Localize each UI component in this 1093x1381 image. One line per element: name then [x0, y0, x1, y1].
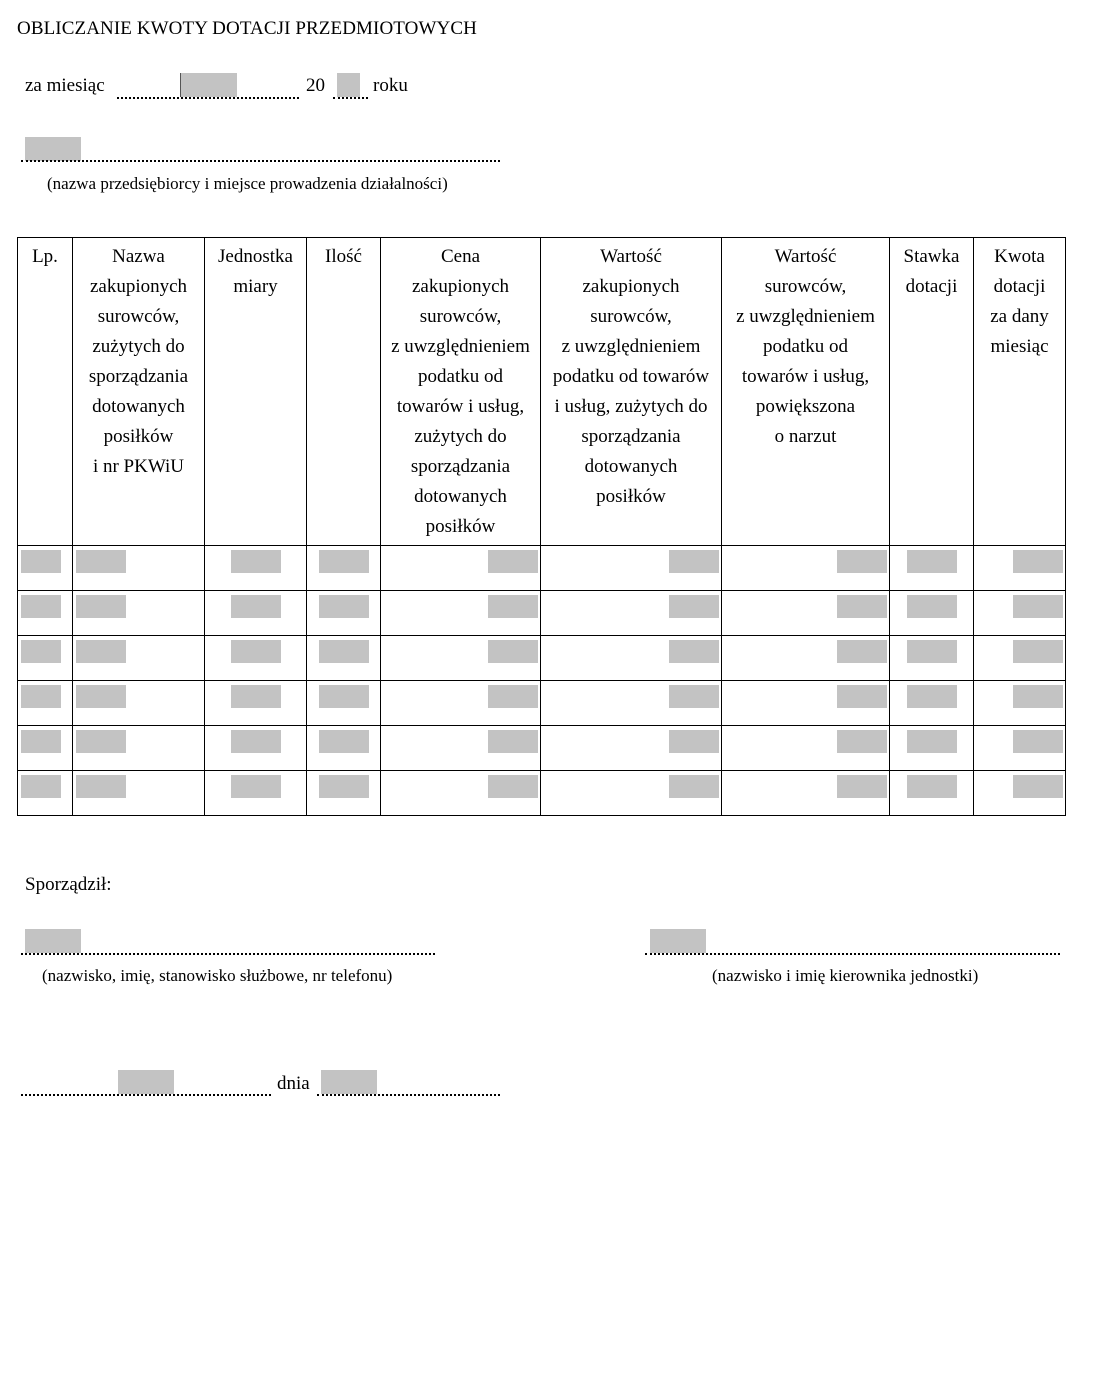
cell-wartosc-zakupionych: [541, 726, 722, 771]
header-line: sporządzania: [410, 456, 511, 477]
input-kwota[interactable]: [1013, 550, 1063, 573]
input-nazwa[interactable]: [76, 730, 126, 753]
input-jednostka[interactable]: [231, 730, 281, 753]
cell-lp: [18, 681, 73, 726]
input-cena[interactable]: [488, 550, 538, 573]
cell-lp: [18, 591, 73, 636]
header-cena: [381, 238, 541, 546]
cell-jednostka: [205, 771, 307, 816]
header-line: towarów i usług,: [396, 396, 525, 417]
input-wartosc-z-narzutem[interactable]: [837, 640, 887, 663]
cell-jednostka: [205, 636, 307, 681]
header-line: sporządzania: [88, 366, 189, 387]
cell-stawka: [890, 726, 974, 771]
month-dotted-line: [117, 97, 299, 99]
header-line: dotacji: [905, 276, 958, 297]
input-lp[interactable]: [21, 775, 61, 798]
input-wartosc-z-narzutem[interactable]: [837, 730, 887, 753]
header-line: Wartość: [774, 246, 837, 267]
header-lp: [18, 238, 73, 546]
header-line: dotacji: [993, 276, 1046, 297]
cell-kwota: [974, 591, 1066, 636]
header-kwota: [974, 238, 1066, 546]
cell-ilosc: [307, 681, 381, 726]
header-line: Nazwa: [112, 246, 165, 267]
input-wartosc-zakupionych[interactable]: [669, 550, 719, 573]
cell-jednostka: [205, 726, 307, 771]
header-line: dotowanych: [92, 396, 185, 417]
cell-stawka: [890, 771, 974, 816]
header-line: sporządzania: [581, 426, 681, 447]
preparer-dotted-line: [21, 953, 435, 955]
table-row: [18, 591, 1066, 636]
cell-nazwa: [73, 591, 205, 636]
cell-ilosc: [307, 636, 381, 681]
table-row: [18, 771, 1066, 816]
input-ilosc[interactable]: [319, 775, 369, 798]
cell-wartosc-z-narzutem: [722, 726, 890, 771]
input-jednostka[interactable]: [231, 595, 281, 618]
table-row: [18, 726, 1066, 771]
header-line: Lp.: [32, 246, 58, 267]
company-dotted-line: [21, 160, 500, 162]
input-nazwa[interactable]: [76, 595, 126, 618]
input-wartosc-z-narzutem[interactable]: [837, 775, 887, 798]
input-ilosc[interactable]: [319, 640, 369, 663]
company-field[interactable]: [25, 137, 81, 161]
cell-stawka: [890, 681, 974, 726]
header-line: zużytych do: [414, 426, 507, 447]
cell-cena: [381, 546, 541, 591]
cell-wartosc-z-narzutem: [722, 591, 890, 636]
header-jednostka: [205, 238, 307, 546]
header-line: Stawka: [903, 246, 960, 267]
input-wartosc-zakupionych[interactable]: [669, 595, 719, 618]
input-ilosc[interactable]: [319, 550, 369, 573]
input-kwota[interactable]: [1013, 730, 1063, 753]
input-lp[interactable]: [21, 685, 61, 708]
day-label: dnia: [277, 1073, 310, 1094]
header-line: zakupionych: [411, 276, 510, 297]
header-stawka: [890, 238, 974, 546]
input-stawka[interactable]: [907, 685, 957, 708]
cell-cena: [381, 636, 541, 681]
input-ilosc[interactable]: [319, 595, 369, 618]
manager-dotted-line: [645, 953, 1060, 955]
header-line: i nr PKWiU: [92, 456, 185, 477]
input-stawka[interactable]: [907, 730, 957, 753]
cell-kwota: [974, 636, 1066, 681]
place-field[interactable]: [118, 1070, 174, 1094]
place-dotted-line: [21, 1094, 271, 1096]
cell-wartosc-zakupionych: [541, 636, 722, 681]
cell-stawka: [890, 546, 974, 591]
cell-kwota: [974, 771, 1066, 816]
header-line: posiłków: [103, 426, 174, 447]
input-nazwa[interactable]: [76, 550, 126, 573]
period-prefix: za miesiąc: [25, 75, 105, 96]
input-wartosc-zakupionych[interactable]: [669, 685, 719, 708]
month-field[interactable]: [180, 73, 237, 97]
input-nazwa[interactable]: [76, 685, 126, 708]
cell-jednostka: [205, 546, 307, 591]
table-row: [18, 681, 1066, 726]
cell-cena: [381, 681, 541, 726]
header-ilosc: [307, 238, 381, 546]
cell-lp: [18, 546, 73, 591]
header-line: miary: [233, 276, 278, 297]
header-nazwa: [73, 238, 205, 546]
input-wartosc-zakupionych[interactable]: [669, 640, 719, 663]
cell-kwota: [974, 546, 1066, 591]
header-line: surowców,: [590, 306, 672, 327]
date-field[interactable]: [321, 1070, 377, 1094]
input-ilosc[interactable]: [319, 730, 369, 753]
header-wartosc-zakupionych: [541, 238, 722, 546]
header-wartosc-z-narzutem: [722, 238, 890, 546]
header-line: Cena: [440, 246, 481, 267]
cell-nazwa: [73, 771, 205, 816]
date-dotted-line: [317, 1094, 500, 1096]
header-line: posiłków: [596, 486, 666, 507]
input-cena[interactable]: [488, 730, 538, 753]
cell-stawka: [890, 591, 974, 636]
input-ilosc[interactable]: [319, 685, 369, 708]
preparer-field[interactable]: [25, 929, 81, 953]
header-line: zakupionych: [89, 276, 188, 297]
cell-wartosc-zakupionych: [541, 591, 722, 636]
cell-jednostka: [205, 681, 307, 726]
input-lp[interactable]: [21, 595, 61, 618]
input-wartosc-z-narzutem[interactable]: [837, 550, 887, 573]
input-cena[interactable]: [488, 775, 538, 798]
cell-cena: [381, 591, 541, 636]
document-title: OBLICZANIE KWOTY DOTACJI PRZEDMIOTOWYCH: [17, 18, 477, 39]
input-stawka[interactable]: [907, 550, 957, 573]
cell-lp: [18, 771, 73, 816]
header-line: towarów i usług,: [741, 366, 870, 387]
table-row: [18, 546, 1066, 591]
input-jednostka[interactable]: [231, 550, 281, 573]
header-line: surowców,: [97, 306, 180, 327]
header-line: o narzut: [774, 426, 837, 447]
input-cena[interactable]: [488, 640, 538, 663]
header-line: z uwzględnieniem: [736, 306, 875, 327]
header-line: miesiąc: [990, 336, 1049, 357]
header-line: dotowanych: [414, 486, 507, 507]
header-line: i usług, zużytych do: [554, 396, 708, 417]
preparer-caption: (nazwisko, imię, stanowisko służbowe, nr telefonu): [42, 966, 393, 985]
header-line: Wartość: [600, 246, 662, 267]
cell-wartosc-zakupionych: [541, 771, 722, 816]
input-wartosc-z-narzutem[interactable]: [837, 595, 887, 618]
cell-ilosc: [307, 726, 381, 771]
input-wartosc-zakupionych[interactable]: [669, 730, 719, 753]
input-lp[interactable]: [21, 640, 61, 663]
header-line: z uwzględnieniem: [391, 336, 530, 357]
input-lp[interactable]: [21, 550, 61, 573]
header-line: za dany: [990, 306, 1049, 327]
table-row: [18, 636, 1066, 681]
cell-ilosc: [307, 591, 381, 636]
input-wartosc-z-narzutem[interactable]: [837, 685, 887, 708]
year-prefix: 20: [306, 75, 325, 96]
cell-ilosc: [307, 771, 381, 816]
table-body: [18, 546, 1066, 816]
input-jednostka[interactable]: [231, 640, 281, 663]
manager-caption: (nazwisko i imię kierownika jednostki): [712, 966, 979, 985]
input-wartosc-zakupionych[interactable]: [669, 775, 719, 798]
input-jednostka[interactable]: [231, 775, 281, 798]
header-line: powiększona: [755, 396, 856, 417]
header-line: podatku od: [763, 336, 848, 357]
input-nazwa[interactable]: [76, 775, 126, 798]
cell-nazwa: [73, 546, 205, 591]
header-line: dotowanych: [584, 456, 678, 477]
cell-ilosc: [307, 546, 381, 591]
cell-wartosc-z-narzutem: [722, 681, 890, 726]
period-suffix: roku: [373, 75, 408, 96]
header-line: zużytych do: [92, 336, 185, 357]
cell-cena: [381, 771, 541, 816]
subsidy-table: [17, 237, 1066, 816]
prepared-by-label: Sporządził:: [25, 874, 112, 895]
header-line: zakupionych: [582, 276, 680, 297]
input-cena[interactable]: [488, 685, 538, 708]
header-line: z uwzględnieniem: [561, 336, 701, 357]
cell-nazwa: [73, 636, 205, 681]
cell-kwota: [974, 681, 1066, 726]
header-line: Ilość: [325, 246, 362, 267]
header-line: podatku od: [418, 366, 503, 387]
cell-wartosc-z-narzutem: [722, 636, 890, 681]
input-kwota[interactable]: [1013, 685, 1063, 708]
cell-stawka: [890, 636, 974, 681]
cell-nazwa: [73, 681, 205, 726]
cell-wartosc-zakupionych: [541, 681, 722, 726]
input-nazwa[interactable]: [76, 640, 126, 663]
header-line: Kwota: [994, 246, 1045, 267]
cell-wartosc-z-narzutem: [722, 546, 890, 591]
input-kwota[interactable]: [1013, 640, 1063, 663]
input-stawka[interactable]: [907, 595, 957, 618]
header-line: posiłków: [425, 516, 496, 537]
company-caption: (nazwa przedsiębiorcy i miejsce prowadzenia działalności): [47, 174, 448, 193]
input-lp[interactable]: [21, 730, 61, 753]
header-line: surowców,: [419, 306, 502, 327]
cell-cena: [381, 726, 541, 771]
cell-jednostka: [205, 591, 307, 636]
cell-lp: [18, 726, 73, 771]
cell-wartosc-zakupionych: [541, 546, 722, 591]
header-line: surowców,: [764, 276, 847, 297]
header-line: podatku od towarów: [552, 366, 710, 387]
year-dotted-line: [333, 97, 368, 99]
input-cena[interactable]: [488, 595, 538, 618]
manager-field[interactable]: [650, 929, 706, 953]
input-stawka[interactable]: [907, 640, 957, 663]
cell-nazwa: [73, 726, 205, 771]
year-field[interactable]: [337, 73, 360, 97]
cell-kwota: [974, 726, 1066, 771]
header-line: Jednostka: [218, 246, 293, 267]
input-jednostka[interactable]: [231, 685, 281, 708]
cell-lp: [18, 636, 73, 681]
cell-wartosc-z-narzutem: [722, 771, 890, 816]
input-kwota[interactable]: [1013, 775, 1063, 798]
table-header-row: [18, 238, 1066, 546]
input-kwota[interactable]: [1013, 595, 1063, 618]
input-stawka[interactable]: [907, 775, 957, 798]
